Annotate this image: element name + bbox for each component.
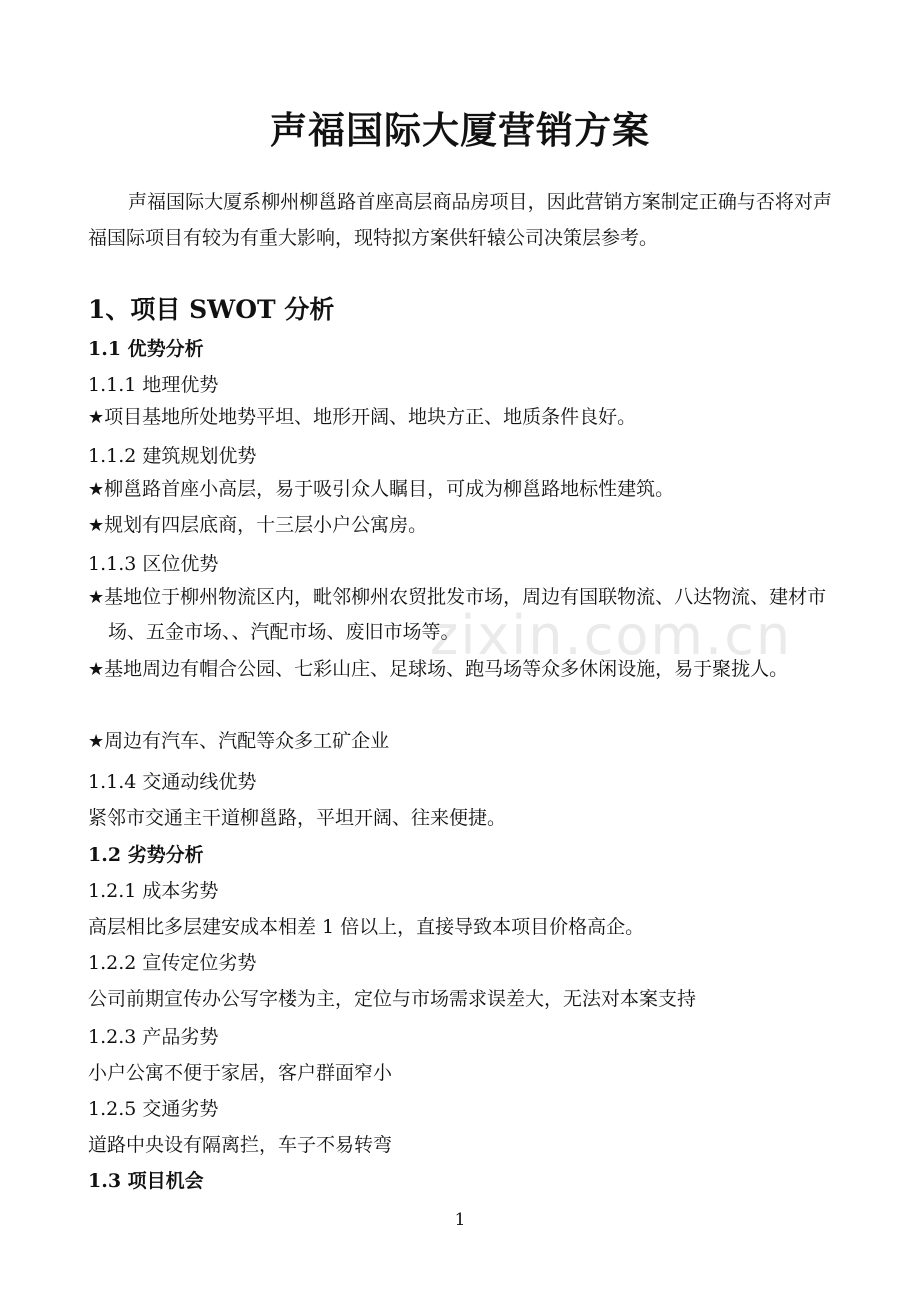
list-item-text: 柳邕路首座小高层，易于吸引众人瞩目，可成为柳邕路地标性建筑。 bbox=[104, 478, 675, 500]
section-1-1-2-heading: 1.1.2 建筑规划优势 bbox=[88, 445, 257, 467]
list-item-text: 基地周边有帽合公园、七彩山庄、足球场、跑马场等众多休闲设施，易于聚拢人。 bbox=[104, 658, 789, 680]
section-1-2-2-heading: 1.2.2 宣传定位劣势 bbox=[88, 952, 257, 974]
page-number: 1 bbox=[454, 1210, 466, 1230]
list-item bbox=[88, 580, 834, 649]
star-icon: ★ bbox=[88, 587, 105, 608]
list-item bbox=[88, 400, 834, 435]
section-1-2-heading: 1.2 劣势分析 bbox=[88, 844, 204, 866]
section-1-1-1-heading: 1.1.1 地理优势 bbox=[88, 374, 219, 396]
section-1-2-5-heading: 1.2.5 交通劣势 bbox=[88, 1098, 219, 1120]
star-icon: ★ bbox=[88, 407, 105, 428]
section-1-1-heading: 1.1 优势分析 bbox=[88, 338, 204, 360]
section-1-1-3-heading: 1.1.3 区位优势 bbox=[88, 553, 219, 575]
list-item-text: 周边有汽车、汽配等众多工矿企业 bbox=[104, 730, 390, 752]
body-text: 高层相比多层建安成本相差 1 倍以上，直接导致本项目价格高企。 bbox=[88, 916, 645, 938]
body-text: 道路中央设有隔离拦，车子不易转弯 bbox=[88, 1134, 393, 1156]
section-1-heading: 1、项目 SWOT 分析 bbox=[88, 295, 335, 324]
body-text: 紧邻市交通主干道柳邕路，平坦开阔、往来便捷。 bbox=[88, 807, 507, 829]
body-text: 公司前期宣传办公写字楼为主，定位与市场需求误差大，无法对本案支持 bbox=[88, 988, 697, 1010]
list-item-text: 基地位于柳州物流区内，毗邻柳州农贸批发市场，周边有国联物流、八达物流、建材市场、五金市场、、汽配市场、废旧市场等。 bbox=[104, 586, 827, 643]
body-text: 小户公寓不便于家居，客户群面窄小 bbox=[88, 1062, 393, 1084]
section-1-1-4-heading: 1.1.4 交通动线优势 bbox=[88, 771, 257, 793]
list-item bbox=[88, 724, 834, 759]
list-item-text: 规划有四层底商，十三层小户公寓房。 bbox=[104, 514, 428, 536]
star-icon: ★ bbox=[88, 515, 105, 536]
list-item bbox=[88, 652, 834, 687]
section-1-3-heading: 1.3 项目机会 bbox=[88, 1170, 204, 1192]
list-item bbox=[88, 508, 834, 543]
star-icon: ★ bbox=[88, 479, 105, 500]
list-item-text: 项目基地所处地势平坦、地形开阔、地块方正、地质条件良好。 bbox=[104, 406, 637, 428]
list-item bbox=[88, 472, 834, 507]
section-1-2-3-heading: 1.2.3 产品劣势 bbox=[88, 1026, 219, 1048]
document-title: 声福国际大厦营销方案 bbox=[270, 108, 650, 152]
watermark: zixin.com.cn bbox=[430, 604, 793, 667]
section-1-2-1-heading: 1.2.1 成本劣势 bbox=[88, 880, 219, 902]
star-icon: ★ bbox=[88, 731, 105, 752]
intro-paragraph: 声福国际大厦系柳州柳邕路首座高层商品房项目，因此营销方案制定正确与否将对声福国际项目有较为有重大影响，现特拟方案供轩辕公司决策层参考。 bbox=[88, 191, 832, 249]
star-icon: ★ bbox=[88, 659, 105, 680]
